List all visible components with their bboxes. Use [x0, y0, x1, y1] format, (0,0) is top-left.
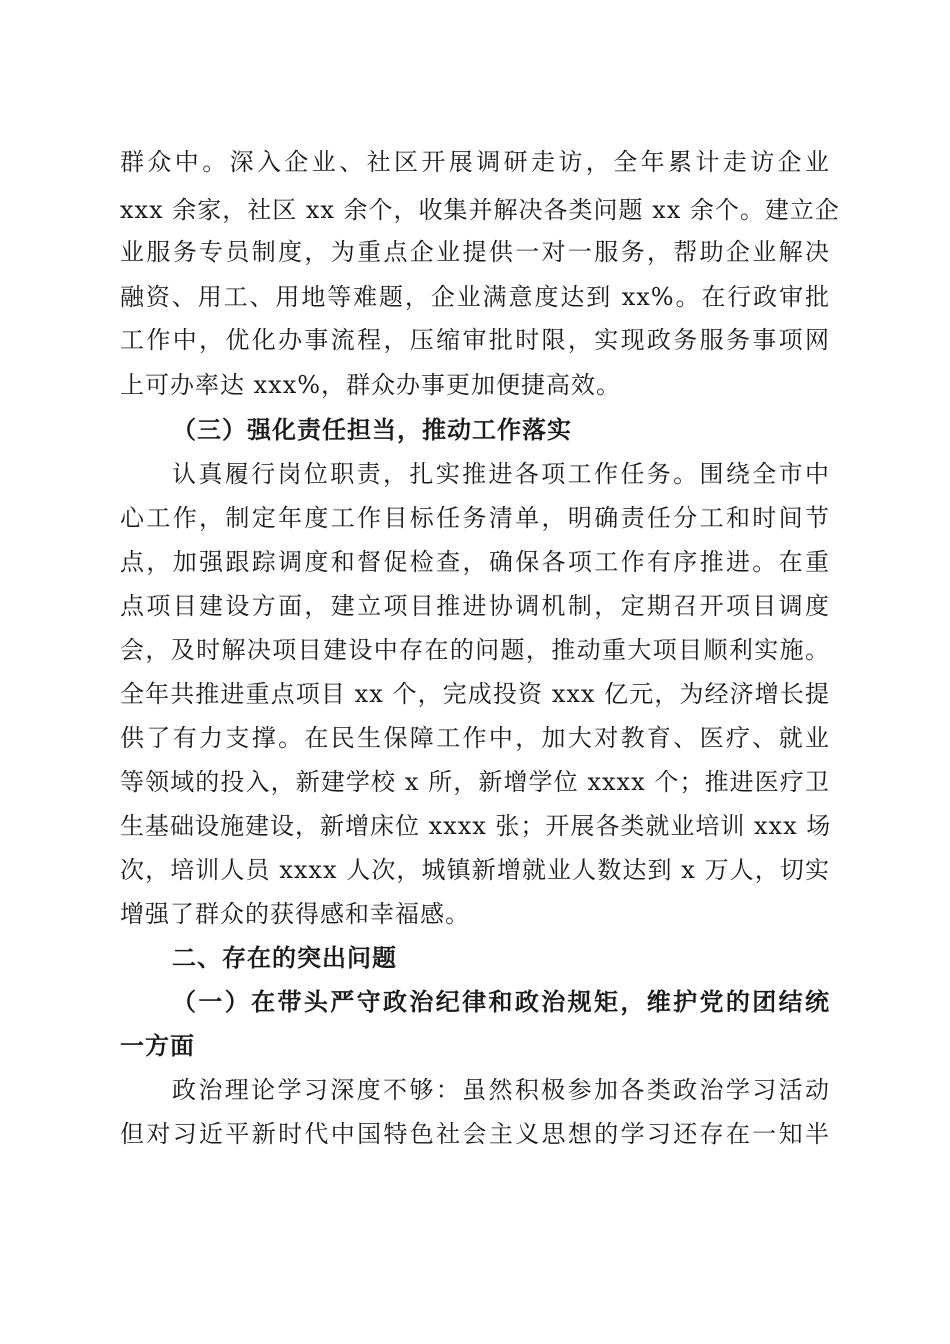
chapter-heading: 二、存在的突出问题	[172, 944, 397, 972]
paragraph-line: 业服务专员制度，为重点企业提供一对一服务，帮助企业解决	[120, 238, 830, 266]
paragraph-line: 生基础设施建设，新增床位 xxxx 张；开展各类就业培训 xxx 场	[120, 812, 832, 840]
paragraph-line: 政治理论学习深度不够：虽然积极参加各类政治学习活动	[172, 1076, 830, 1104]
paragraph-line: 融资、用工、用地等难题，企业满意度达到 xx%。在行政审批	[120, 283, 830, 311]
paragraph-line: 等领域的投入，新建学校 x 所，新增学位 xxxx 个；推进医疗卫	[120, 768, 830, 796]
paragraph-line: 群众中。深入企业、社区开展调研走访，全年累计走访企业	[120, 148, 830, 176]
paragraph-line: 点项目建设方面，建立项目推进协调机制，定期召开项目调度	[120, 592, 830, 620]
section-heading: （一）在带头严守政治纪律和政治规矩，维护党的团结统	[172, 987, 830, 1016]
paragraph-line: 全年共推进重点项目 xx 个，完成投资 xxx 亿元，为经济增长提	[120, 680, 830, 708]
paragraph-line: 心工作，制定年度工作目标任务清单，明确责任分工和时间节	[120, 504, 830, 532]
paragraph-line: 会，及时解决项目建设中存在的问题，推动重大项目顺利实施。	[120, 636, 830, 664]
paragraph-line: 供了有力支撑。在民生保障工作中，加大对教育、医疗、就业	[120, 724, 830, 752]
section-heading: （三）强化责任担当，推动工作落实	[172, 415, 572, 444]
paragraph-line: 上可办率达 xxx%，群众办事更加便捷高效。	[120, 371, 622, 399]
paragraph-line: xxx 余家，社区 xx 余个，收集并解决各类问题 xx 余个。建立企	[120, 196, 840, 224]
paragraph-line: 认真履行岗位职责，扎实推进各项工作任务。围绕全市中	[172, 460, 830, 488]
paragraph-line: 增强了群众的获得感和幸福感。	[120, 900, 470, 928]
section-heading-continued: 一方面	[120, 1031, 195, 1060]
paragraph-line: 但对习近平新时代中国特色社会主义思想的学习还存在一知半	[120, 1120, 830, 1148]
paragraph-line: 次，培训人员 xxxx 人次，城镇新增就业人数达到 x 万人，切实	[120, 856, 830, 884]
paragraph-line: 工作中，优化办事流程，压缩审批时限，实现政务服务事项网	[120, 326, 830, 354]
paragraph-line: 点，加强跟踪调度和督促检查，确保各项工作有序推进。在重	[120, 548, 830, 576]
